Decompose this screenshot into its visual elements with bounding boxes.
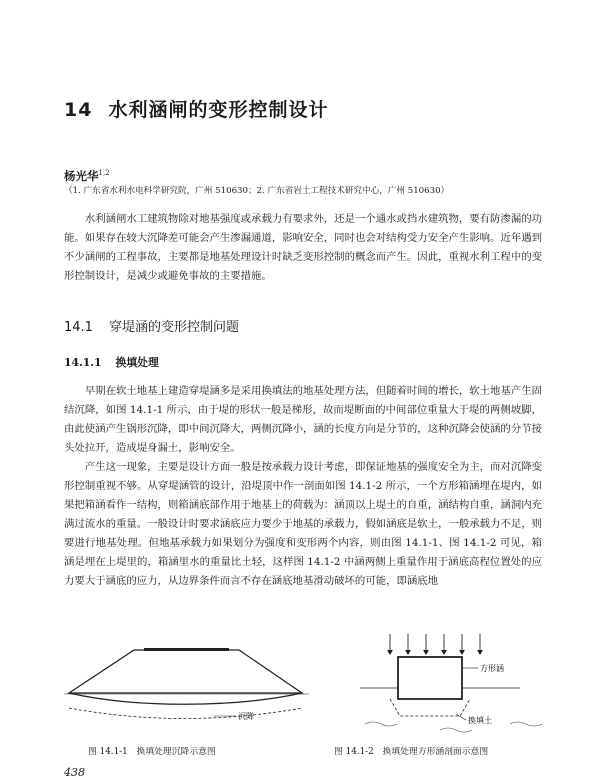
settlement-curve bbox=[69, 708, 302, 719]
section-number: 14.1 bbox=[64, 320, 93, 335]
author-sup: 1,2 bbox=[98, 169, 110, 178]
figure-culvert-diagram bbox=[360, 630, 560, 740]
figure-1-caption: 图 14.1-1 换填处理沉降示意图 bbox=[88, 747, 216, 757]
section-title: 穿堤涵的变形控制问题 bbox=[108, 320, 239, 335]
paragraph-2: 产生这一现象，主要是设计方面一般是按承载力设计考虑，即保证地基的强度安全为主，而对沉降变形控制重视不够。从穿堤涵管的设计，沿堤顶中作一剖面如图 14.1-2 所示，一个方形箱涵埋在堤内，如果把箱涵看作一结构，则箱涵底部作用于地基上的荷载为：涵顶以上堤土的自重，涵结构自重，涵洞内充满过流水的重量。一般设计时要求涵底应力要少于地基的承载力，假如涵底是软土，一般承载力不足，则要进行地基处理。但地基承载力如果划分为强度和变形两个内容，则由图 14.1-1、图 14.1-2 可见，箱涵是埋在上堤里的，箱涵里水的重量比土轻，这样图 14.1-2 中涵两侧上重量作用于涵底高程位置处的应力要大于涵底的应力，从边界条件而言不存在涵底地基滑动破坏的可能，即涵底地 bbox=[64, 461, 542, 587]
affiliation: （1. 广东省水利水电科学研究院，广州 510630；2. 广东省岩土工程技术研究中心，广州 510630） bbox=[64, 186, 450, 196]
embankment-shape bbox=[69, 650, 302, 693]
author bbox=[64, 168, 110, 184]
subsection-title: 换填处理 bbox=[115, 356, 159, 369]
arrow-heads bbox=[387, 650, 483, 655]
embankment-crest bbox=[144, 648, 229, 651]
section-heading bbox=[64, 316, 239, 335]
replacement-fill-label: 换填土 bbox=[468, 716, 492, 725]
subsection-number: 14.1.1 bbox=[64, 356, 102, 369]
box-culvert-label: 方形涵 bbox=[480, 664, 504, 673]
box-culvert bbox=[398, 657, 462, 699]
replacement-fill-outline bbox=[390, 699, 470, 716]
chapter-number: 14 bbox=[64, 99, 93, 121]
author-name: 杨光华 bbox=[64, 169, 99, 183]
figure-settlement-diagram bbox=[64, 638, 309, 738]
subsection-heading bbox=[64, 355, 159, 370]
soft-soil-marks bbox=[365, 722, 542, 732]
page-number: 438 bbox=[64, 766, 85, 779]
load-arrows bbox=[390, 634, 480, 652]
intro-paragraph: 水利涵闸水工建筑物除对地基强度或承载力有要求外，还是一个通水或挡水建筑物，要有防渗漏的功能。如果存在较大沉降差可能会产生渗漏通道，影响安全，同时也会对结构受力安全产生影响。近年遇到不少涵闸的工程事故，主要都是地基处理设计时缺乏变形控制的概念而产生。因此，重视水利工程中的变形控制设计，是减少或避免事故的主要措施。 bbox=[64, 213, 542, 282]
embankment-base-curve bbox=[69, 693, 302, 704]
chapter-title bbox=[64, 95, 328, 122]
paragraph-1: 早期在软土地基上建造穿堤涵多是采用换填法的地基处理方法，但随着时间的增长，软土地基产生固结沉降，如图 14.1-1 所示，由于堤的形状一般是梯形，故而堤断面的中间部位重量大于堤的两侧坡脚，由此使涵产生锅形沉降，即中间沉降大，两侧沉降小，涵的长度方向是分节的，这种沉降会使涵的分节接头处拉开，造成堤身漏土，影响安全。 bbox=[64, 385, 542, 454]
chapter-title-text: 水利涵闸的变形控制设计 bbox=[108, 99, 329, 121]
settlement-label: 沉降 bbox=[238, 712, 254, 721]
figure-2-caption: 图 14.1-2 换填处理方形涵剖面示意图 bbox=[334, 747, 489, 757]
